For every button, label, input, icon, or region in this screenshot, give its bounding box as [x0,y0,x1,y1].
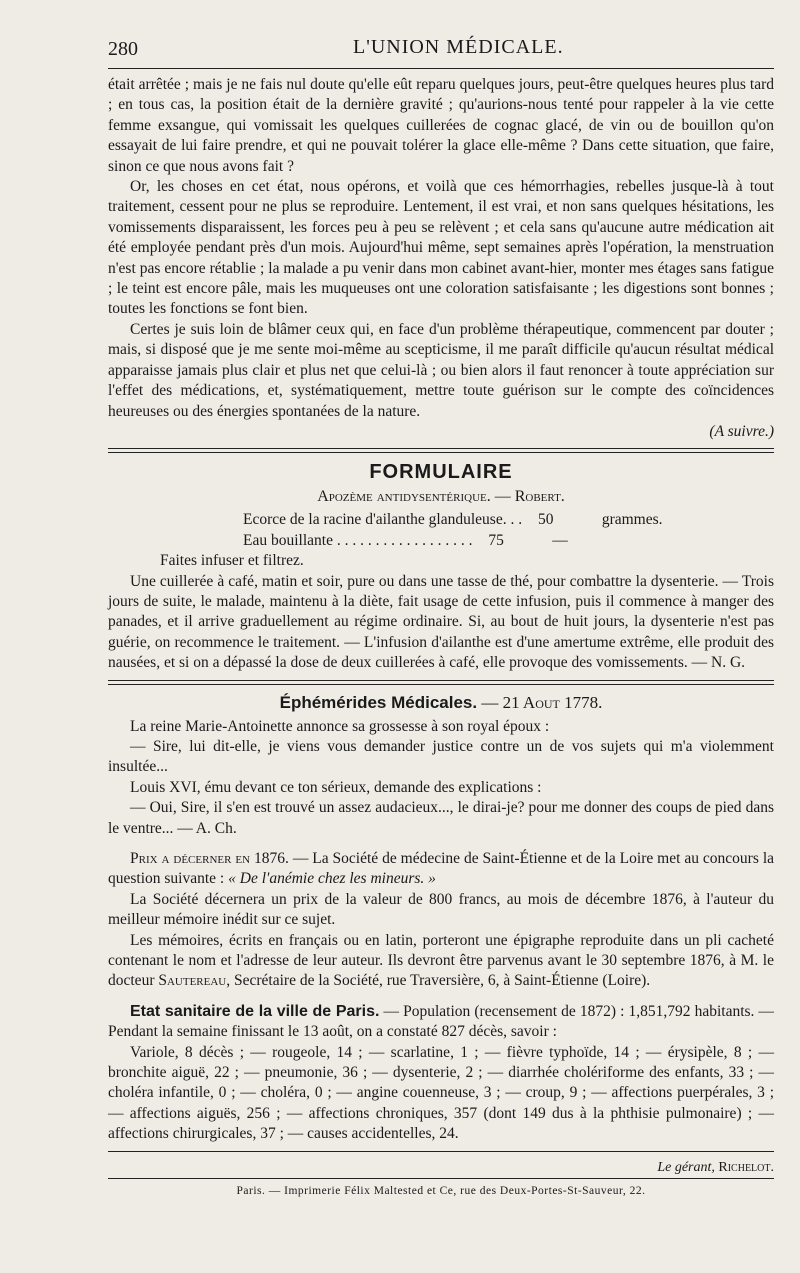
ingredient-row [243,510,774,530]
signature-name: Richelot. [718,1159,774,1175]
journal-title: L'UNION MÉDICALE. [353,36,564,58]
ingredient-row [243,531,774,551]
etat-list: Variole, 8 décès ; — rougeole, 14 ; — scarlatine, 1 ; — fièvre typhoïde, 14 ; — érysipèle, 8 ; — bronchite aiguë, 22 ; — pneumonie, 36 ; — dysenterie, 2 ; — diarrhée cholériforme des enfants, 33 ; — choléra infantile, 0 ; — choléra, 0 ; — angine couenneuse, 3 ; — croup, 9 ; — affections puerpérales, 3 ; — affections aiguës, 256 ; — affections chroniques, 357 (dont 149 dus à la phthisie pulmonaire) ; — affections chirurgicales, 37 ; — causes accidentelles, 24. [108,1043,774,1143]
etat-paragraph: Etat sanitaire de la ville de Paris. — Population (recensement de 1872) : 1,851,792 habitants. — Pendant la semaine finissant le 13 août, on a constaté 827 décès, savoir : [108,1002,774,1041]
to-be-continued: (A suivre.) [709,422,774,440]
recipe-title: Apozème antidysentérique. [317,488,491,506]
ephemerides-title: Éphémérides Médicales. [279,692,478,712]
footer-rule [108,1151,774,1152]
intro-paragraph-3: Certes je suis loin de blâmer ceux qui, en face d'un problème thérapeutique, commencent par douter ; mais, si disposé que je me sente moi-même au scepticisme, il me paraît difficile qu'aucun résultat médical apparaisse jamais plus clair et plus net que celui-là ; ou bien alors il faut renoncer à toute appréciation sur l'effet des médications, et, systématiquement, mettre toute guérison sur le compte des coïncidences heureuses ou des énergies spontanées de la nature. [108,320,774,420]
ephemerides-heading [108,693,774,713]
ephemerides-date: — 21 Aout 1778. [481,692,603,712]
prix-paragraph-1: Prix a décerner en 1876. — La Société de médecine de Saint-Étienne et de la Loire met au concours la question suivante : « De l'anémie chez les mineurs. » [108,850,775,888]
footer-rule-2 [108,1178,774,1179]
ingredient-unit: — [552,531,568,549]
recipe-heading [108,488,774,506]
prix-paragraph-2: La Société décernera un prix de la valeur de 800 francs, au mois de décembre 1876, à l'auteur du meilleur mémoire inédit sur ce sujet. [108,890,774,929]
prix-secretary: Sautereau [158,972,227,990]
ingredient-qty: 50 [537,511,554,529]
intro-paragraph-1: était arrêtée ; mais je ne fais nul doute qu'elle eût reparu quelques jours, peut-être quelques heures plus tard ; en tous cas, la position était de la dernière gravité ; qu'aurions-nous tenté pour rappeler à la vie cette femme exsangue, qui vomissait les quelques cuillerées de cognac glacé, de vin ou de bouillon qu'on essayait de lui faire prendre, et qui ne pouvait tolérer la glace elle-même ? Dans cette situation, que faire, sinon ce que nous avons fait ? [108,76,774,175]
ephemerides-line: Louis XVI, ému devant ce ton sérieux, demande des explications : [130,778,542,796]
prix-paragraph-3: Les mémoires, écrits en français ou en latin, porteront une épigraphe reproduite dans un pli cacheté contenant le nom et l'adresse de leur auteur. Ils devront être parvenus avant le 30 septembre 1876, à M. le docteur Sautereau, Secrétaire de la Société, rue Traversière, 6, à Saint-Étienne (Loire). [108,931,774,990]
recipe-text: Une cuillerée à café, matin et soir, pure ou dans une tasse de thé, pour combattre la dysenterie. — Trois jours de suite, le malade, maintenu à la diète, fait usage de cette infusion, puis il commence à manger des panades, et il arrive graduellement au régime ordinaire. Si, au bout de huit jours, la dysenterie n'est pas guérie, on recommence le traitement. — L'infusion d'ailanthe est d'une amertume extrême, elle produit des nausées, et si on a dépassé la dose de deux cuillerées à café, elle provoque des vomissements. — N. G. [108,572,774,672]
prix-question: « De l'anémie chez les mineurs. » [228,870,436,888]
signature-role: Le gérant, [657,1159,715,1175]
section-divider [108,680,774,685]
ingredient-unit: grammes. [601,511,663,529]
formulaire-title: FORMULAIRE [369,461,513,484]
printer-imprint: Paris. — Imprimerie Félix Maltested et Ce, rue des Deux-Portes-St-Sauveur, 22. [236,1184,646,1197]
section-divider [108,448,774,453]
ingredient-qty: 75 [488,531,504,549]
recipe-instruction: Faites infuser et filtrez. [160,552,304,570]
recipe-author: — Robert. [494,488,565,506]
prix-label: Prix a décerner en 1876. [130,850,289,867]
page-number: 280 [108,38,138,60]
ingredient-name: Ecorce de la racine d'ailanthe glanduleuse. . . [243,511,523,529]
etat-title: Etat sanitaire de la ville de Paris. [130,1002,380,1020]
header-rule [108,68,774,69]
signature [108,1160,774,1176]
intro-paragraph-2: Or, les choses en cet état, nous opérons, et voilà que ces hémorrhagies, rebelles jusque-là à tout traitement, cessent pour ne plus se reproduire. Lentement, il est vrai, et non sans quelques hésitations, les vomissements disparaissent, les forces peu à peu se relèvent ; et cela sans qu'aucune autre médication ait été employée pendant près d'un mois. Aujourd'hui même, sept semaines après l'opération, la menstruation n'est pas encore rétablie ; la malade a pu venir dans mon cabinet avant-hier, monter mes étages sans fatigue ; le teint est encore pâle, mais les muqueuses ont une coloration satisfaisante ; les digestions sont bonnes ; toutes les fonctions se font bien. [108,178,774,318]
ingredient-name: Eau bouillante . . . . . . . . . . . . . . . . . . [243,531,473,549]
page-header [108,30,774,60]
ephemerides-line: — Oui, Sire, il s'en est trouvé un assez audacieux..., le dirai-je? pour me donner des coups de pied dans le ventre... — A. Ch. [108,799,774,837]
ephemerides-line: La reine Marie-Antoinette annonce sa grossesse à son royal époux : [130,717,550,735]
ephemerides-line: — Sire, lui dit-elle, je viens vous demander justice contre un de vos sujets qui m'a violemment insultée... [108,737,774,776]
